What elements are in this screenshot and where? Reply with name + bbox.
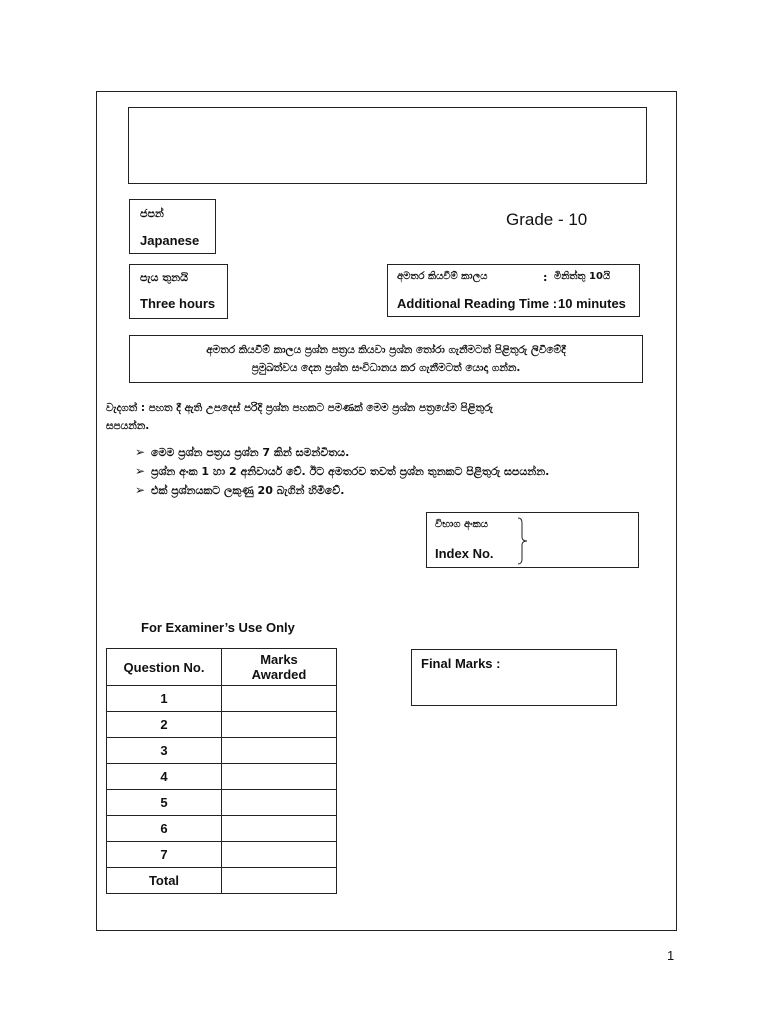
table-header-row	[107, 649, 337, 686]
table-row	[107, 790, 337, 816]
question-no-cell: 3	[107, 738, 222, 764]
question-no-cell: 7	[107, 842, 222, 868]
final-marks-label: Final Marks :	[421, 656, 501, 671]
instruction-text: එක් ප්‍රශ්නයකට ලකුණු 20 බැගින් හිමිවේ.	[151, 484, 345, 497]
examiner-title: For Examiner’s Use Only	[141, 620, 295, 635]
question-no-cell: 4	[107, 764, 222, 790]
subject-english: Japanese	[140, 233, 200, 248]
arrow-bullet-icon: ➢	[135, 445, 146, 459]
arrow-bullet-icon: ➢	[135, 483, 146, 497]
duration-sinhala: පැය තුනයි	[140, 271, 189, 284]
reading-note-line1: අමතර කියවීම් කාලය ප්‍රශ්න පත්‍රය කියවා ප්‍රශ්න තෝරා ගැනීමටත් පිළිතුරු ලිවීමේදී	[206, 344, 566, 356]
question-no-cell: 6	[107, 816, 222, 842]
subject-box	[129, 199, 216, 254]
reading-time-english-value: 10 minutes	[558, 296, 626, 311]
question-no-cell: 2	[107, 712, 222, 738]
header-question-no: Question No.	[107, 649, 222, 686]
arrow-bullet-icon: ➢	[135, 464, 146, 478]
marks-cell	[222, 842, 337, 868]
duration-box	[129, 264, 228, 319]
total-label-cell: Total	[107, 868, 222, 894]
reading-time-box	[387, 264, 640, 317]
table-row	[107, 738, 337, 764]
important-line2: සපයන්න.	[106, 420, 150, 432]
subject-sinhala: ජපන්	[140, 207, 164, 220]
marks-cell	[222, 712, 337, 738]
marks-cell	[222, 764, 337, 790]
index-sinhala: විභාග අංකය	[435, 519, 488, 530]
table-row	[107, 816, 337, 842]
reading-time-english-label: Additional Reading Time :	[397, 296, 558, 311]
marks-cell	[222, 790, 337, 816]
table-row	[107, 712, 337, 738]
table-row	[107, 764, 337, 790]
total-marks-cell	[222, 868, 337, 894]
instruction-text: ප්‍රශ්න අංක 1 හා 2 අනිවාර්ය වේ. ඊට අමතරව තවත් ප්‍රශ්න තුනකට පිළිතුරු සපයන්න.	[151, 465, 550, 478]
instruction-item	[135, 464, 549, 479]
brace-icon	[515, 517, 529, 565]
marks-cell	[222, 816, 337, 842]
reading-time-sinhala-value: මිනිත්තු 10යි	[554, 271, 611, 282]
question-no-cell: 1	[107, 686, 222, 712]
table-row	[107, 842, 337, 868]
table-row-total	[107, 868, 337, 894]
index-english: Index No.	[435, 546, 494, 561]
grade-label: Grade - 10	[506, 210, 588, 229]
header-blank-box	[128, 107, 647, 184]
page-number: 1	[667, 948, 675, 963]
important-line1: වැදගත් : පහත දී ඇති උපදෙස් පරිදි ප්‍රශ්න පහකට පමණක් මෙම ප්‍රශ්න පත්‍රයේම පිළිතුරු	[106, 402, 493, 414]
reading-time-sinhala-label: අමතර කියවීම් කාලය	[397, 271, 488, 282]
marks-cell	[222, 686, 337, 712]
index-number-box	[426, 512, 639, 568]
header-marks-awarded: Marks Awarded	[222, 649, 337, 686]
duration-english: Three hours	[140, 296, 216, 311]
marks-cell	[222, 738, 337, 764]
question-no-cell: 5	[107, 790, 222, 816]
reading-note-box	[129, 335, 643, 383]
final-marks-box	[411, 649, 617, 706]
marks-table	[106, 648, 337, 894]
instruction-text: මෙම ප්‍රශ්න පත්‍රය ප්‍රශ්න 7 කින් සමන්විතය.	[151, 446, 350, 459]
table-row	[107, 686, 337, 712]
instruction-item	[135, 445, 349, 460]
instruction-item	[135, 483, 344, 498]
reading-time-sinhala-colon: :	[543, 271, 548, 284]
reading-note-line2: ප්‍රමුඛත්වය දෙන ප්‍රශ්න සංවිධානය කර ගැනීමටත් යොදා ගන්න.	[251, 362, 521, 374]
